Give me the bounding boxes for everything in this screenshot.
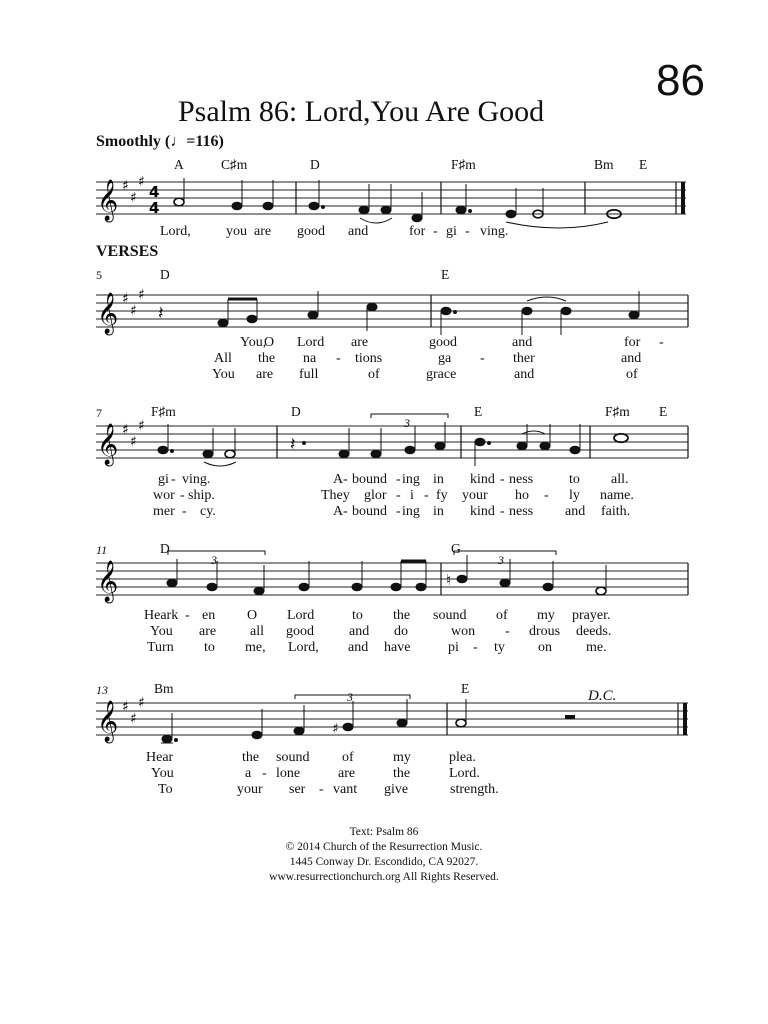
lyric: - [424,488,429,503]
lyric: - [336,351,341,366]
lyric: the [242,750,260,765]
measure-number: 7 [96,406,102,420]
lyric: - [182,504,187,519]
staff-m7 [0,420,768,470]
lyric: are [254,224,272,239]
lyric: and [348,640,369,655]
lyric: - [465,224,470,239]
lyric: Hear [146,750,174,765]
svg-text:♯: ♯ [122,699,129,715]
lyric: gi [446,224,457,239]
chord: F♯m [151,404,176,419]
lyric: glor [364,488,387,503]
chord: C♯m [221,157,248,172]
lyric: name. [600,488,634,503]
lyric: You, [240,335,267,350]
lyric: are [256,367,274,382]
lyric: - [433,224,438,239]
measure-number: 5 [96,268,102,282]
lyric: - [396,504,401,519]
lyric: Lord [287,608,315,623]
lyric: pi [448,640,459,655]
svg-text:♯: ♯ [138,695,145,711]
lyric: vant [333,782,358,797]
credit-line: 1445 Conway Dr. Escondido, CA 92027. [289,856,479,868]
lyric: na [303,351,317,366]
lyric: All [214,351,232,366]
lyric: They [321,488,350,503]
lyric: and [512,335,533,350]
lyric: - [500,472,505,487]
staff-m13 [0,697,768,747]
treble-clef-icon: 𝄞 [97,424,119,465]
chord: F♯m [605,404,630,419]
lyric: give [384,782,409,797]
page-title: Psalm 86: Lord,You Are Good [178,95,545,128]
lyric: grace [426,367,457,382]
svg-text:♯: ♯ [138,418,145,434]
chord: F♯m [451,157,476,172]
measure-number: 11 [96,543,108,557]
lyric: ly [569,488,580,503]
lyric: for [409,224,426,239]
tempo-value: =116) [186,133,224,150]
m11-notes [167,555,606,595]
chord: G [451,541,461,556]
lyric: ho [515,488,529,503]
chord: Bm [154,681,174,696]
lyric: - [171,472,176,487]
lyric: and [514,367,535,382]
lyric: - [659,335,664,350]
lyric: and [349,624,370,639]
lyric: kind [470,504,495,519]
chord: E [461,681,470,696]
lyric: on [538,640,552,655]
lyric: - [262,766,267,781]
lyric: your [462,488,488,503]
m7-notes [158,422,628,466]
tuplet-number: 3 [498,553,504,567]
lyric: To [158,782,173,797]
lyric: - [343,504,348,519]
lyric: bound [352,504,387,519]
svg-text:♯: ♯ [130,711,137,727]
m5-notes [158,291,639,335]
lyric: kind [470,472,495,487]
svg-text:♯: ♯ [138,174,145,190]
lyric: ga [438,351,452,366]
lyric: en [202,608,216,623]
lyric: ving. [480,224,509,239]
lyric: Turn [147,640,174,655]
lyric: gi [158,472,169,487]
lyric: fy [436,488,448,503]
svg-text:♯: ♯ [122,178,129,194]
chord: D [160,541,170,556]
lyric: ser [289,782,306,797]
lyric: of [342,750,354,765]
lyric: to [352,608,363,623]
lyric: good [297,224,325,239]
lyric: the [258,351,276,366]
lyric: You [150,624,173,639]
lyric: i [410,488,414,503]
treble-clef-icon: 𝄞 [97,701,119,742]
lyric: me. [586,640,607,655]
chord: Bm [594,157,614,172]
lyric: you [226,224,247,239]
lyric: lone [276,766,301,781]
tuplet-number: 3 [347,690,353,704]
lyric: A [333,472,344,487]
lyric: O [247,608,258,623]
lyric: and [621,351,642,366]
lyric: won [451,624,476,639]
hymn-number: 86 [656,56,705,105]
lyric: ness [509,472,534,487]
lyric: wor [153,488,175,503]
lyric: my [393,750,411,765]
lyric: in [433,504,444,519]
lyric: of [368,367,380,382]
lyric: Heark [144,608,179,623]
lyric: cy. [200,504,216,519]
refrain-notes [174,178,621,228]
chord: E [659,404,668,419]
dc-marking: D.C. [588,688,617,704]
lyric: Lord, [288,640,319,655]
lyric: - [396,472,401,487]
credit-line: © 2014 Church of the Resurrection Music. [285,841,483,853]
natural-sign-icon: ♮ [446,571,452,589]
lyric: - [544,488,549,503]
lyric: all. [611,472,629,487]
treble-clef-icon: 𝄞 [97,293,119,334]
staff-m11 [0,557,768,607]
lyric: are [338,766,356,781]
lyric: all [250,624,264,639]
tuplet-bracket [454,551,556,555]
lyric: - [319,782,324,797]
lyric: a [245,766,252,781]
credit-line: www.resurrectionchurch.org All Rights Reserved. [269,871,499,883]
lyric: have [384,640,411,655]
lyric: - [396,488,401,503]
lyric: to [204,640,215,655]
lyric: are [199,624,217,639]
lyric: ness [509,504,534,519]
lyric: my [537,608,555,623]
lyric: ving. [182,472,211,487]
lyric: plea. [449,750,476,765]
chord: E [474,404,483,419]
lyric: Lord. [449,766,480,781]
measure-number: 13 [96,683,108,697]
quarter-rest-icon: 𝄽 [158,303,164,324]
lyric: to [569,472,580,487]
lyric: sound [433,608,467,623]
lyric: of [626,367,638,382]
lyric: Lord [297,335,325,350]
svg-text:♯: ♯ [130,434,137,450]
lyric: full [299,367,319,382]
half-rest-icon [565,715,575,719]
lyric: for [624,335,641,350]
lyric: You [212,367,235,382]
tuplet-number: 3 [404,416,410,430]
lyric: deeds. [576,624,612,639]
lyric: ing [402,504,420,519]
lyric: - [480,351,485,366]
lyric: - [343,472,348,487]
time-signature-icon [149,183,159,217]
treble-clef-icon: 𝄞 [97,561,119,602]
svg-text:♯: ♯ [138,287,145,303]
tuplet-number: 3 [211,553,217,567]
treble-clef-icon: 𝄞 [97,180,119,221]
lyric: good [286,624,314,639]
chord: D [310,157,320,172]
chord: E [639,157,648,172]
svg-text:♯: ♯ [130,303,137,319]
credit-line: Text: Psalm 86 [349,826,419,838]
lyric: - [473,640,478,655]
lyric: mer [153,504,175,519]
lyric: ty [494,640,505,655]
lyric: tions [355,351,383,366]
lyric: bound [352,472,387,487]
lyric: - [185,608,190,623]
section-label: VERSES [96,243,159,260]
quarter-note-icon: ♩ [170,133,187,150]
lyric: ship. [188,488,215,503]
svg-text:♯: ♯ [122,422,129,438]
lyric: and [565,504,586,519]
chord: D [160,267,170,282]
quarter-rest-icon: 𝄽 [290,434,296,455]
lyric: are [351,335,369,350]
chord: A [174,157,184,172]
lyric: O [264,335,275,350]
lyric: - [505,624,510,639]
tempo-label: Smoothly ( [96,133,171,150]
chord: E [441,267,450,282]
lyric: in [433,472,444,487]
lyric: A [333,504,344,519]
lyric: do [394,624,408,639]
lyric: the [393,608,411,623]
lyric: drous [529,624,561,639]
lyric: You [151,766,174,781]
m13-notes [161,699,575,743]
lyric: prayer. [572,608,611,623]
credits [184,825,584,885]
lyric: good [429,335,457,350]
chord: D [291,404,301,419]
svg-text:♯: ♯ [122,291,129,307]
lyric: me, [245,640,266,655]
lyric: and [348,224,369,239]
lyric: your [237,782,263,797]
lyric: sound [276,750,310,765]
svg-text:♯: ♯ [130,190,137,206]
lyric: Lord, [160,224,191,239]
svg-text:4: 4 [149,199,160,217]
lyric: - [500,504,505,519]
svg-text:4: 4 [149,183,160,201]
sharp-sign-icon: ♯ [332,721,339,737]
staff-m5 [0,289,768,339]
lyric: of [496,608,508,623]
lyric: - [180,488,185,503]
refrain-staff [0,176,768,236]
lyric: the [393,766,411,781]
lyric: faith. [601,504,631,519]
tempo-marking [96,133,224,151]
lyric: strength. [450,782,499,797]
lyric: ing [402,472,420,487]
lyric: ther [513,351,535,366]
